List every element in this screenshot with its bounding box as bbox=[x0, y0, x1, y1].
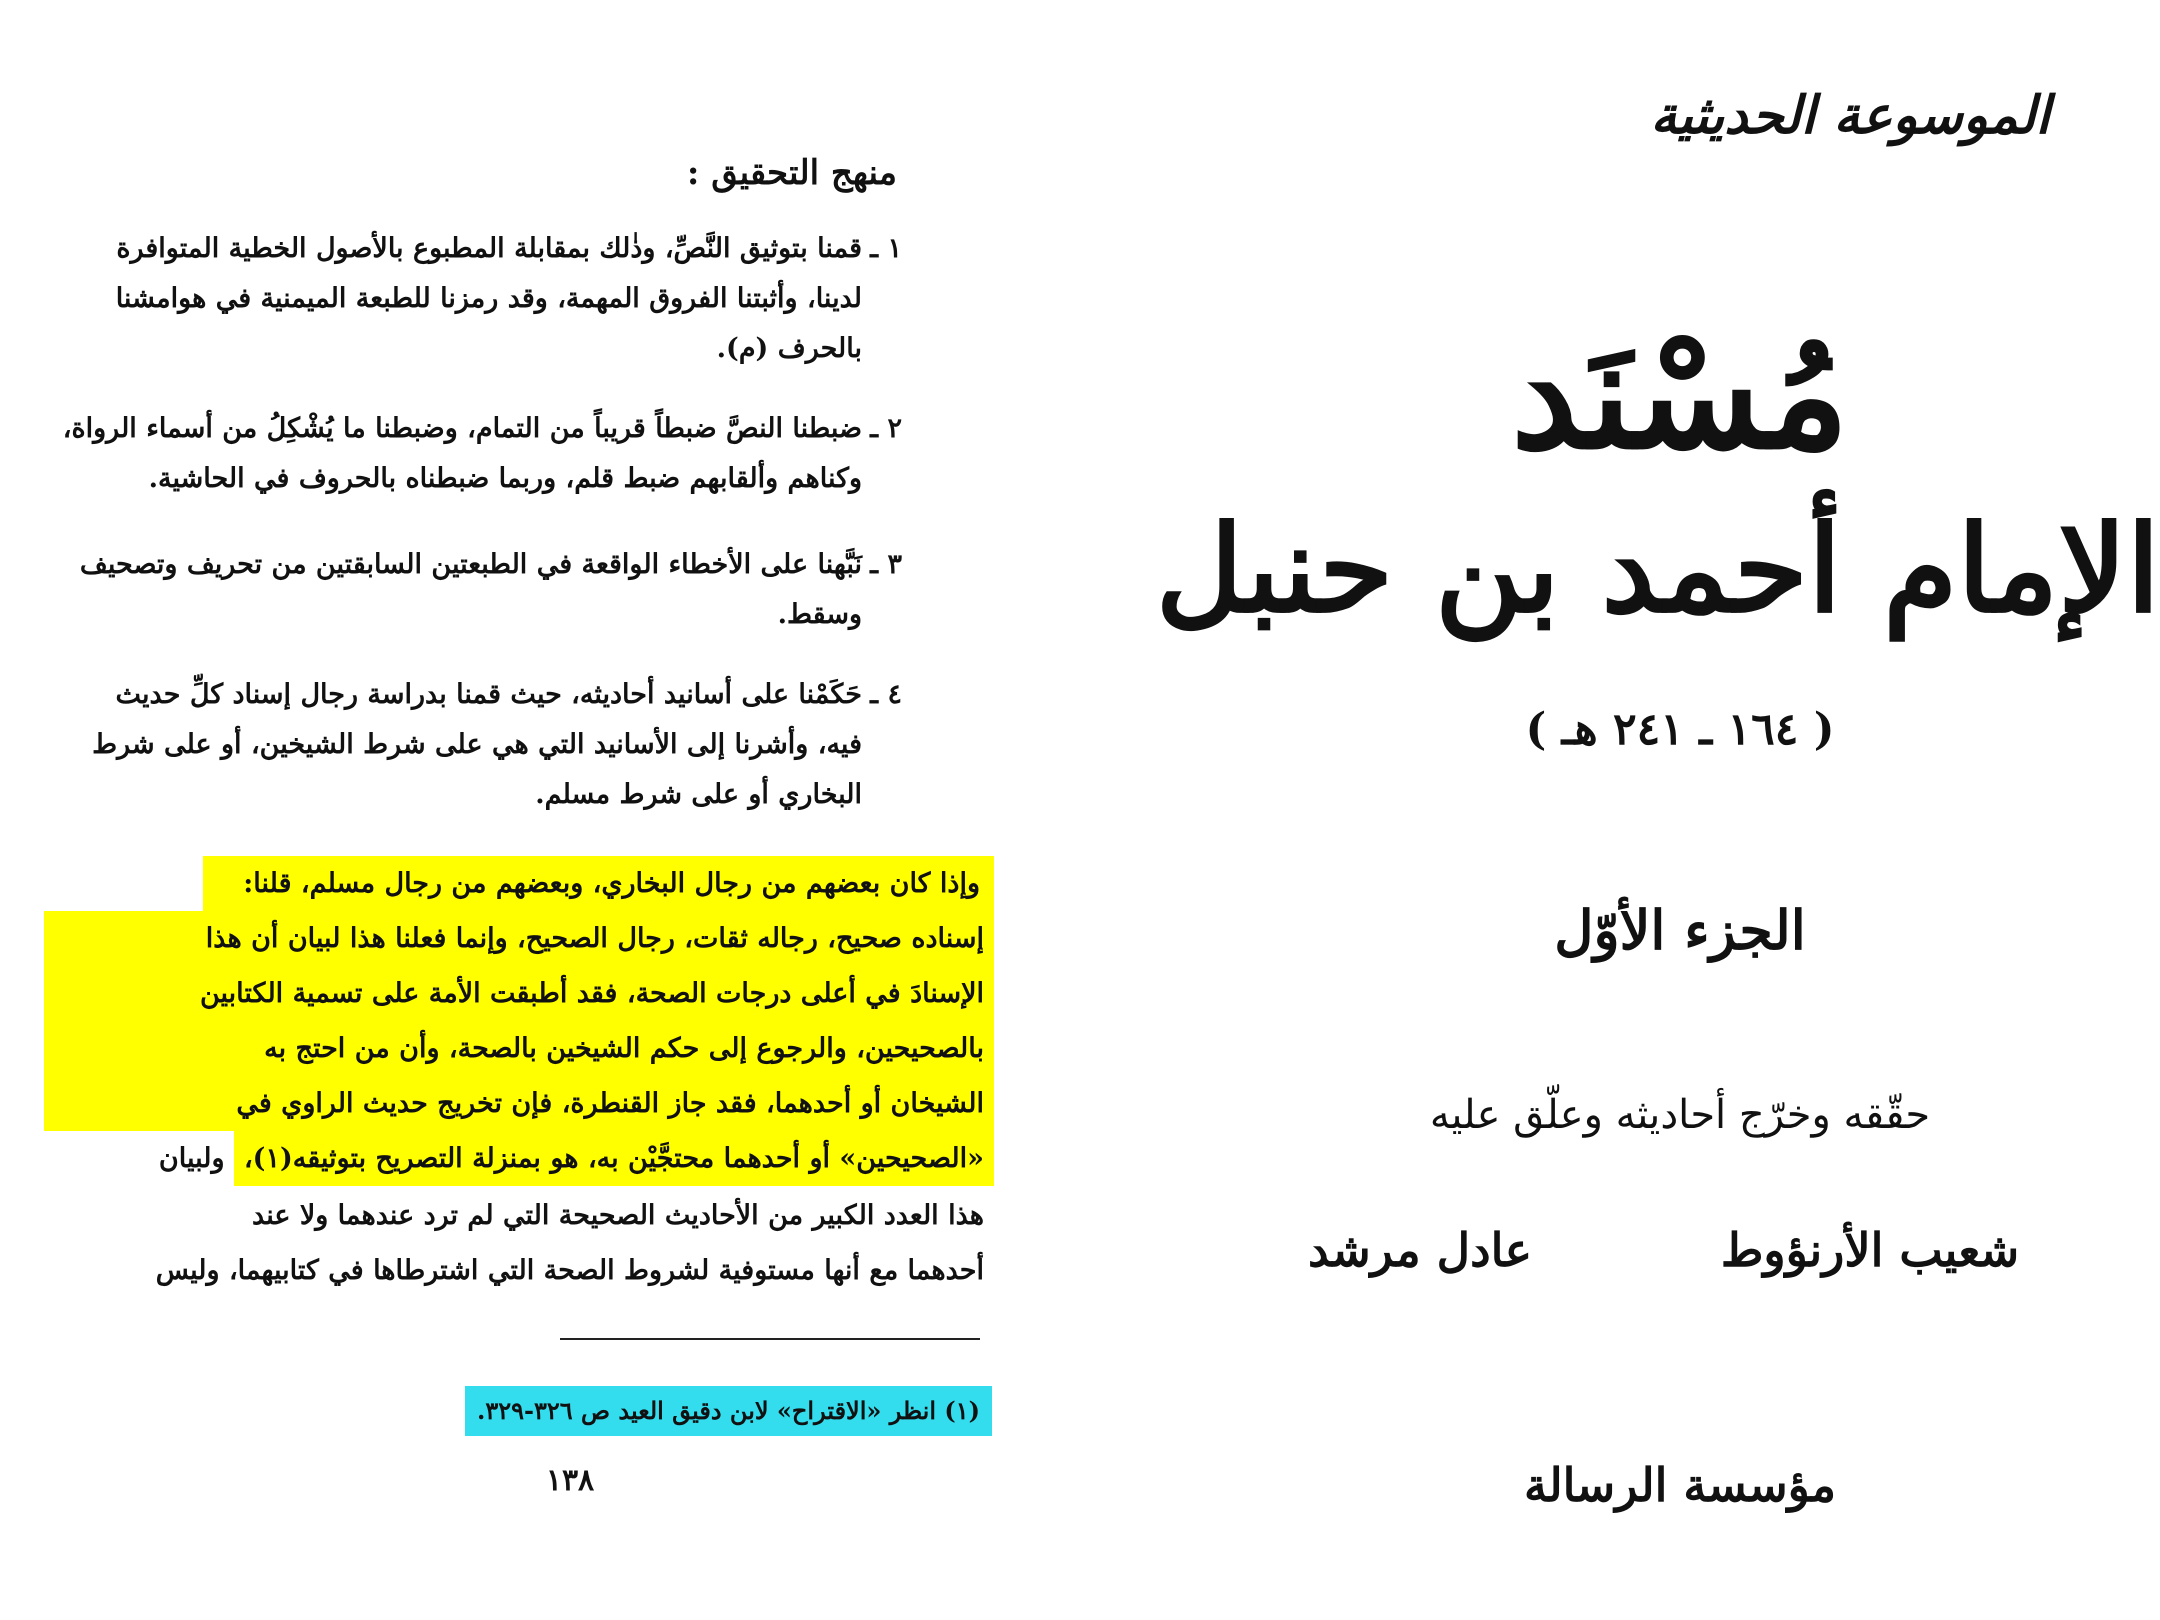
item-line: نَبَّهنا على الأخطاء الواقعة في الطبعتين السابقتين من تحريف وتصحيف bbox=[79, 549, 862, 580]
method-item-1 bbox=[47, 224, 902, 374]
author-dates: ( ١٦٤ ـ ٢٤١ هـ ) bbox=[1525, 704, 1835, 755]
highlighted-paragraph bbox=[44, 856, 994, 1186]
item-line: حَكَمْنا على أسانيد أحاديثه، حيث قمنا بدراسة رجال إسناد كلِّ حديث bbox=[115, 679, 862, 710]
item-number: ١ ـ bbox=[870, 233, 902, 264]
item-line: وكناهم وألقابهم ضبط قلم، وربما ضبطناه بالحروف في الحاشية. bbox=[148, 463, 862, 494]
publisher-name: مؤسسة الرسالة bbox=[1523, 1458, 1837, 1512]
right-page bbox=[1155, 0, 2160, 1620]
book-title-line-2: الإمام أحمد بن حنبل bbox=[1155, 499, 2160, 640]
method-item-3 bbox=[47, 540, 902, 640]
item-line: بالحرف (م). bbox=[716, 333, 862, 364]
item-number: ٤ ـ bbox=[870, 679, 902, 710]
book-title-line-1: مُسْنَد bbox=[1510, 307, 1850, 483]
item-number: ٣ ـ bbox=[870, 549, 902, 580]
method-item-4 bbox=[47, 670, 902, 820]
highlight-mark: إسناده صحيح، رجاله ثقات، رجال الصحيح، وإنما فعلنا هذا لبيان أن هذا bbox=[44, 911, 994, 966]
highlighted-line bbox=[44, 1131, 994, 1186]
footnote-divider bbox=[560, 1338, 980, 1340]
item-number: ٢ ـ bbox=[870, 413, 902, 444]
highlighted-line bbox=[44, 966, 994, 1021]
body-line: أحدهما مع أنها مستوفية لشروط الصحة التي اشترطاها في كتابيهما، وليس bbox=[155, 1255, 984, 1286]
highlight-mark: وإذا كان بعضهم من رجال البخاري، وبعضهم من رجال مسلم، قلنا: bbox=[203, 856, 994, 911]
editor-name-1: شعيب الأرنؤوط bbox=[1720, 1223, 2020, 1277]
series-name: الموسوعة الحديثية bbox=[1650, 85, 2050, 146]
highlight-mark: الإسنادَ في أعلى درجات الصحة، فقد أطبقت الأمة على تسمية الكتابين bbox=[44, 966, 994, 1021]
highlighted-line bbox=[44, 1076, 994, 1131]
highlight-mark: «الصحيحين» أو أحدهما محتجَّيْن به، هو بمنزلة التصريح بتوثيقه(١)، bbox=[234, 1131, 994, 1186]
editors-credit: حقّقه وخرّج أحاديثه وعلّق عليه bbox=[1429, 1092, 1931, 1138]
page-number: ١٣٨ bbox=[545, 1463, 595, 1498]
highlight-mark: الشيخان أو أحدهما، فقد جاز القنطرة، فإن تخريج حديث الراوي في bbox=[44, 1076, 994, 1131]
item-line: قمنا بتوثيق النَّصِّ، وذٰلك بمقابلة المطبوع بالأصول الخطية المتوافرة bbox=[116, 233, 862, 264]
item-line: فيه، وأشرنا إلى الأسانيد التي هي على شرط الشيخين، أو على شرط bbox=[92, 729, 862, 760]
unhighlighted-text: ولبيان bbox=[158, 1143, 225, 1174]
highlighted-line bbox=[44, 1021, 994, 1076]
highlighted-line bbox=[44, 856, 994, 911]
item-line: لدينا، وأثبتنا الفروق المهمة، وقد رمزنا للطبعة الميمنية في هوامشنا bbox=[115, 283, 862, 314]
section-heading: منهج التحقيق : bbox=[686, 153, 897, 193]
method-item-2 bbox=[47, 404, 902, 504]
highlight-mark: بالصحيحين، والرجوع إلى حكم الشيخين بالصحة، وأن من احتج به bbox=[44, 1021, 994, 1076]
footnote: (١) انظر «الاقتراح» لابن دقيق العيد ص ٣٢٦-٣٢٩. bbox=[465, 1386, 992, 1436]
editor-name-2: عادل مرشد bbox=[1307, 1223, 1533, 1277]
body-line: هذا العدد الكبير من الأحاديث الصحيحة التي لم ترد عندهما ولا عند bbox=[252, 1200, 984, 1231]
item-line: ضبطنا النصَّ ضبطاً قريباً من التمام، وضبطنا ما يُشْكِلُ من أسماء الرواة، bbox=[62, 413, 862, 444]
item-line: وسقط. bbox=[777, 599, 862, 630]
volume-label: الجزء الأوّل bbox=[1554, 898, 1806, 962]
item-line: البخاري أو على شرط مسلم. bbox=[535, 779, 862, 810]
highlighted-line bbox=[44, 911, 994, 966]
